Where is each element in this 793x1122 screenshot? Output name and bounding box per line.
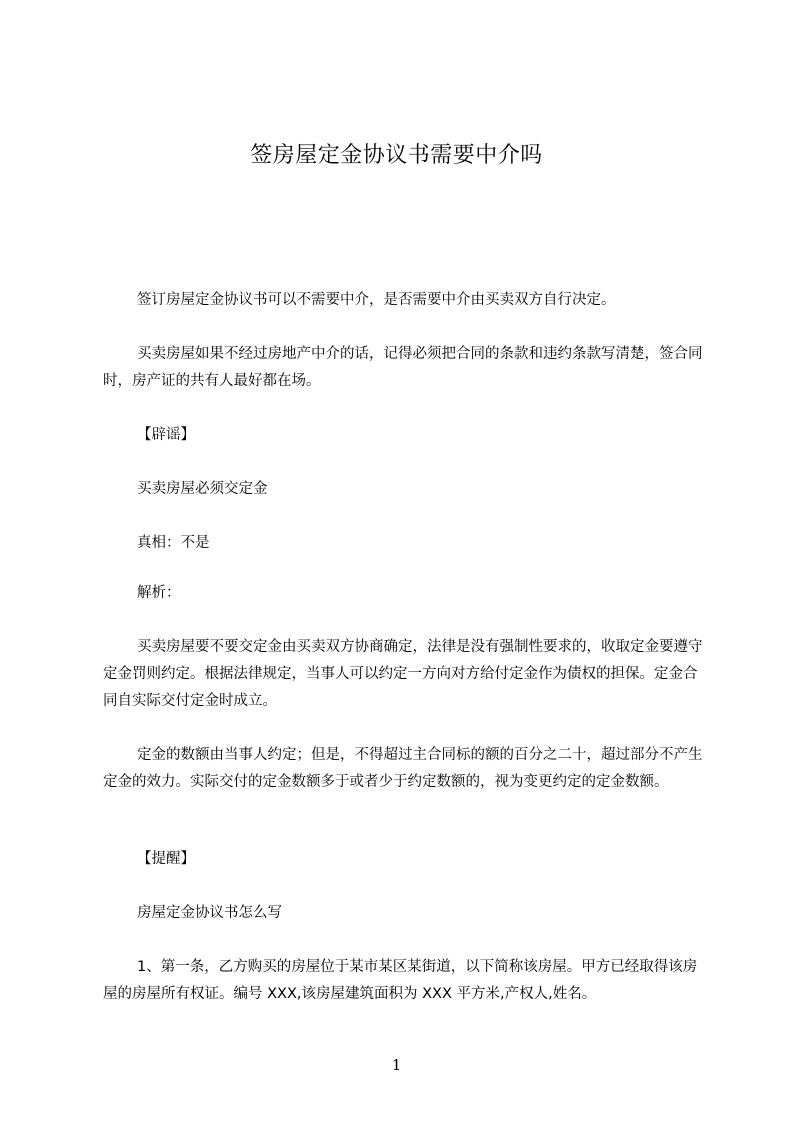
paragraph-analysis-label: 解析： bbox=[137, 585, 181, 601]
section-heading-reminder: 【提醒】 bbox=[137, 851, 195, 867]
paragraph-truth: 真相：不是 bbox=[137, 535, 210, 551]
paragraph-intro: 签订房屋定金协议书可以不需要中介，是否需要中介由买卖双方自行决定。 bbox=[137, 292, 616, 308]
document-title: 签房屋定金协议书需要中介吗 bbox=[250, 143, 543, 168]
section-heading-rumor: 【辟谣】 bbox=[137, 427, 195, 443]
paragraph-how-to-write: 房屋定金协议书怎么写 bbox=[137, 905, 282, 921]
paragraph-clause-one: 1、第一条，乙方购买的房屋位于某市某区某街道，以下简称该房屋。甲方已经取得该房屋的房屋所有权证。编号 XXX,该房屋建筑面积为 XXX 平方米,产权人,姓名。 bbox=[103, 959, 698, 1002]
paragraph-no-agent-advice: 买卖房屋如果不经过房地产中介的话，记得必须把合同的条款和违约条款写清楚，签合同时，房产证的共有人最好都在场。 bbox=[103, 346, 703, 389]
page-number: 1 bbox=[391, 1056, 402, 1074]
paragraph-analysis-deposit: 买卖房屋要不要交定金由买卖双方协商确定，法律是没有强制性要求的，收取定金要遵守定金罚则约定。根据法律规定，当事人可以约定一方向对方给付定金作为债权的担保。定金合同自实际交付定金时成立。 bbox=[103, 639, 703, 709]
paragraph-deposit-amount: 定金的数额由当事人约定；但是，不得超过主合同标的额的百分之二十，超过部分不产生定金的效力。实际交付的定金数额多于或者少于约定数额的，视为变更约定的定金数额。 bbox=[103, 747, 703, 790]
paragraph-rumor-statement: 买卖房屋必须交定金 bbox=[137, 481, 268, 497]
